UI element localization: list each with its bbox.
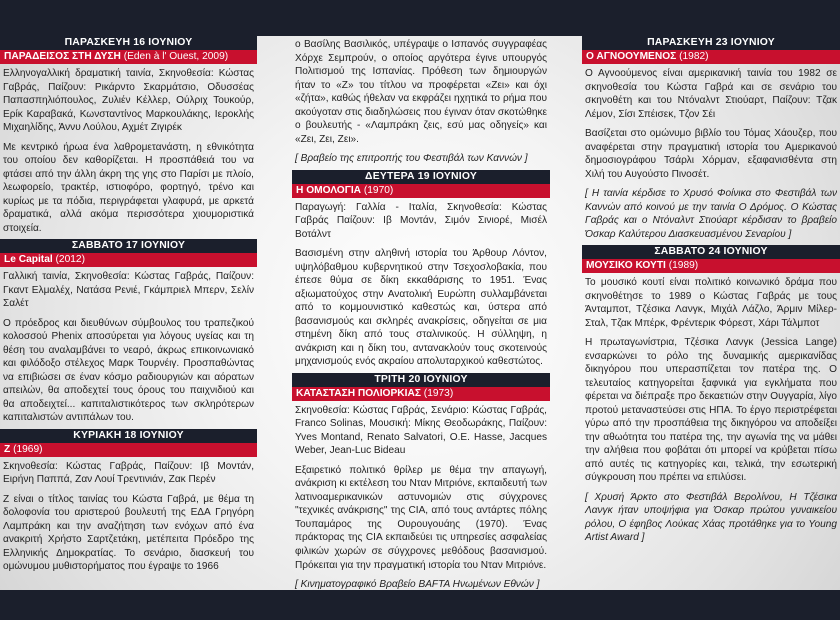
film-title: ΜΟΥΣΙΚΟ ΚΟΥΤΙ	[586, 260, 666, 272]
film-year: (1970)	[363, 184, 394, 196]
day-header: ΣΑΒΒΑΤΟ 24 ΙΟΥΝΙΟΥ	[582, 245, 840, 259]
column-middle	[292, 36, 550, 590]
top-band	[0, 0, 840, 36]
film-year: (2012)	[55, 254, 85, 266]
film-year: (Eden à l' Ouest, 2009)	[123, 51, 229, 62]
film-credits: Παραγωγή: Γαλλία - Ιταλία, Σκηνοθεσία: Κώστας Γαβράς Παίζουν: Ιβ Μοντάν, Σιμόν Σινιορέ, Μισέλ Βοτάλντ	[295, 201, 547, 240]
day-header: ΔΕΥΤΕΡΑ 19 ΙΟΥΝΙΟΥ	[292, 170, 550, 184]
day-header: ΠΑΡΑΣΚΕΥΗ 16 ΙΟΥΝΙΟΥ	[0, 36, 257, 50]
film-year: (1989)	[668, 260, 699, 272]
film-title-bar	[582, 50, 840, 64]
film-synopsis: Η πρωταγωνίστρια, Τζέσικα Λανγκ (Jessica Lange) ενσαρκώνει το ρόλο της δυναμικής αμερικανίδας δικηγόρου που υπερασπίζεται τον πατέρα της. Ο τελευταίος κατηγορείται ξαφνικά για εγκλήματα που φέρεται να διέπραξε προ δεκαετιών στην Ουγγαρία, λίγο προτού μεταναστεύσει στις ΗΠΑ. Το έργο περιστρέφεται γύρω από την προσπάθεια της δικηγόρου να αποδείξει την αθωότητα του πατέρα της, την αγωνία της να μάθει την αλήθεια που φοβάται ότι μπορεί να κρύβεται πίσω από αυτές τις κατηγορίες και, τελικά, την εσωτερική σύγκρουση που πρέπει να επιλύσει.	[585, 337, 837, 484]
column-right	[582, 36, 840, 590]
bottom-band	[0, 590, 840, 620]
film-synopsis: Με κεντρικό ήρωα ένα λαθρομετανάστη, η εθνικότητα του οποίου δεν καθορίζεται. Η προσπάθειά του να φτάσει από την άλλη άκρη της γης στο Παρίσι με πλοίο, λεωφορείο, τρακτέρ, ιστιοφόρο, φορτηγό, τρένο και κυρίως με τα πόδια, περιγράφεται γλαφυρά, με αρκετά δραματικά, αλλά ακόμα περισσότερα χιουμοριστικά στοιχεία.	[3, 141, 254, 234]
film-synopsis: Βασίζεται στο ομώνυμο βιβλίο του Τόμας Χάουζερ, που αναφέρεται στην πραγματική ιστορία του Αμερικανού δημοσιογράφου Τσάρλι Χόρμαν, εξαφανισθέντα στη Χιλή του Αυγούστο Πινοσέτ.	[585, 128, 837, 180]
film-title: Le Capital	[4, 254, 53, 266]
film-credits: Σκηνοθεσία: Κώστας Γαβράς, Σενάριο: Κώστας Γαβράς, Franco Solinas, Μουσική: Μίκης Θεοδωράκης, Παίζουν: Yves Montand, Renato Salvatori, O.E. Hasse, Jacques Weber, Jean-Luc Bideau	[295, 404, 547, 457]
film-credits: Ελληνογαλλική δραματική ταινία, Σκηνοθεσία: Κώστας Γαβράς, Παίζουν: Ρικάρντο Σκαρμάτσιο, Οδυσσέας Παπασπηλιόπουλος, Ζυλιέν Κέλλερ, Ούλριχ Τουκούρ, Ερίκ Καραβακά, Κωνσταντίνος Μαρκουλάκης, Ιεροκλής Μιχαηλίδης, Άννυ Λούλου, Αχμέτ Ζιγιρέκ	[3, 68, 254, 134]
film-synopsis: Βασισμένη στην αληθινή ιστορία του Άρθουρ Λόντον, υψηλόβαθμου κυβερνητικού στην Τσεχοσλοβακία, που έπεσε θύμα σε δίκη εκκαθάρισης το 1951. Ένας αξιωματούχος στην Ανατολική Ευρώπη συλλαμβάνεται από το κομμουνιστικό καθεστώς και, ύστερα από βασανισμούς και σκληρές ανακρίσεις, οδηγείται σε μια στημένη δίκη από τους σταλινικούς. Η σύλληψη, η ανάκριση και η δίκη του, αντανακλούν τους σκοτεινούς μηχανισμούς ενός ακραίου απολυταρχικού καθεστώτος.	[295, 248, 547, 368]
film-synopsis: Το μουσικό κουτί είναι πολιτικό κοινωνικό δράμα που σκηνοθέτησε το 1989 ο Κώστας Γαβράς με τους Άνταμποτ, Τζέσικα Λανγκ, Μιχάλ Λάζλο, Άρμιν Μίλερ-Σταλ, Τζακ Μπέρκ, Φρέντερικ Φόρεστ, Χάρι Τάλμποτ	[585, 277, 837, 329]
film-year: (1973)	[423, 387, 454, 399]
column-left	[0, 36, 257, 590]
film-title: ΚΑΤΑΣΤΑΣΗ ΠΟΛΙΟΡΚΙΑΣ	[296, 387, 421, 399]
film-title: ΠΑΡΑΔΕΙΣΟΣ ΣΤΗ ΔΥΣΗ	[4, 51, 121, 62]
film-year: (1982)	[679, 51, 709, 62]
film-title-bar	[0, 253, 257, 267]
film-credits: Γαλλική ταινία, Σκηνοθεσία: Κώστας Γαβράς, Παίζουν: Γκαντ Ελμαλέχ, Νατάσα Ρενιέ, Γκάμπριελ Μπερν, Σελίν Σαλέτ	[3, 271, 254, 310]
film-synopsis: Ζ είναι ο τίτλος ταινίας του Κώστα Γαβρά, με θέμα τη δολοφονία του αριστερού βουλευτή της ΕΔΑ Γρηγόρη Λαμπράκη και την αναζήτηση των ενόχων από ένα ανακριτή Χρήστο Σαρτζετάκη, μετέπειτα Πρόεδρο της Ελληνικής Δημοκρατίας. Το σενάριο, διασκευή του ομώνυμου μυθιστορήματος που έγραψε το 1966	[3, 493, 254, 573]
film-credits: Σκηνοθεσία: Κώστας Γαβράς, Παίζουν: Ιβ Μοντάν, Ειρήνη Παππά, Ζαν Λουί Τρεντινιάν, Ζακ Περέν	[3, 460, 254, 486]
film-title-bar	[582, 259, 840, 273]
day-header: ΤΡΙΤΗ 20 ΙΟΥΝΙΟΥ	[292, 373, 550, 387]
film-title: Ο ΑΓΝΟΟΥΜΕΝΟΣ	[586, 51, 677, 62]
day-header: ΚΥΡΙΑΚΗ 18 ΙΟΥΝΙΟΥ	[0, 429, 257, 443]
film-title: Η ΟΜΟΛΟΓΙΑ	[296, 184, 362, 196]
film-title: Z	[4, 443, 11, 455]
film-synopsis: Ο πρόεδρος και διευθύνων σύμβουλος του τραπεζικού κολοσσού Phenix αποσύρεται για λόγους υγείας και τη θέση του αναλαμβάνει το νεαρό, άκρως επικοινωνιακό και φιλόδοξο στέλεχος Μαρκ Τουρνέιγ. Προσπαθώντας να επιβιώσει σε έναν κόσμο ραδιουργιών και αόρατων απειλών, θα αποδεχτεί τους όρους του παιχνιδιού και θα αποδειχτεί... καπιταλιστικότερος των σκληρότερων καπιταλιστών αντιπάλων του.	[3, 317, 254, 424]
award-note: [ Χρυσή Άρκτο στο Φεστιβάλ Βερολίνου, Η Τζέσικα Λανγκ ήταν υποψήφια για Όσκαρ πρώτου γυναικείου ρόλου, Ο έφηβος Λούκας Χάας προτάθηκε για το Young Artist Award ]	[585, 491, 837, 544]
film-title-bar	[0, 443, 257, 457]
film-synopsis-continued: ο Βασίλης Βασιλικός, υπέγραψε ο Ισπανός συγγραφέας Χόρχε Σεμπρούν, ο οποίος αργότερα έγινε υπουργός Πολιτισμού της Ισπανίας. Πρόθεση των δημιουργών ήταν το «Ζ» του τίτλου να προφέρεται «Ζει» και όχι «ζήτα», καθώς ήθελαν να εκφράζει ηχητικά το ρήμα που ακούγοταν στις διαδηλώσεις που έγιναν όταν σκοτώθηκε ο βουλευτής - «Λαμπράκη ζεις, εσύ μας οδηγείς» και «Ζει, Ζει, Ζει».	[295, 39, 547, 145]
award-note: [ Βραβείο της επιτροπής του Φεστιβάλ των Καννών ]	[295, 153, 528, 165]
film-title-bar	[0, 50, 257, 64]
film-title-bar	[292, 387, 550, 401]
day-header: ΣΑΒΒΑΤΟ 17 ΙΟΥΝΙΟΥ	[0, 239, 257, 253]
film-synopsis: Ο Αγνοούμενος είναι αμερικανική ταινία του 1982 σε σκηνοθεσία του Κώστα Γαβρά και σε σενάριο του σκηνοθέτη και του Ντόναλντ Στιούαρτ, Παίζουν: Τζακ Λέμον, Σίσι Σπέισεκ, Τζον Σέι	[585, 68, 837, 120]
award-note: [ Κινηματογραφικό Βραβείο BAFTA Ηνωμένων Εθνών ]	[295, 579, 540, 590]
film-year: (1969)	[13, 443, 43, 455]
award-note: [ Η ταινία κέρδισε το Χρυσό Φοίνικα στο Φεστιβάλ των Καννών από κοινού με την ταινία Ο Δρόμος. Ο Κώστας Γαβράς και ο Ντόναλντ Στιούαρτ κέρδισαν το βραβείο Όσκαρ Καλύτερου Διασκευασμένου Σεναρίου ]	[585, 188, 837, 240]
day-header: ΠΑΡΑΣΚΕΥΗ 23 ΙΟΥΝΙΟΥ	[582, 36, 840, 50]
film-title-bar	[292, 184, 550, 198]
film-synopsis: Εξαιρετικό πολιτικό θρίλερ με θέμα την απαγωγή, ανάκριση κι εκτέλεση του Νταν Μιτριόνε, εκπαιδευτή των λατινοαμερικανικών αστυνομιών στις σύγχρονες "τεχνικές ανάκρισης" της CIA, από τους αντάρτες πόλης Τουπαμάρος της Ουρουγουάης (1970). Ένας πράκτορας της CIA εκπαιδεύει τις υπηρεσίες ασφαλείας φιλικών χωρών σε σύγχρονες μεθόδους βασανισμού. Πρόκειται για την πραγματική ιστορία του Νταν Μιτριόνε.	[295, 464, 547, 571]
